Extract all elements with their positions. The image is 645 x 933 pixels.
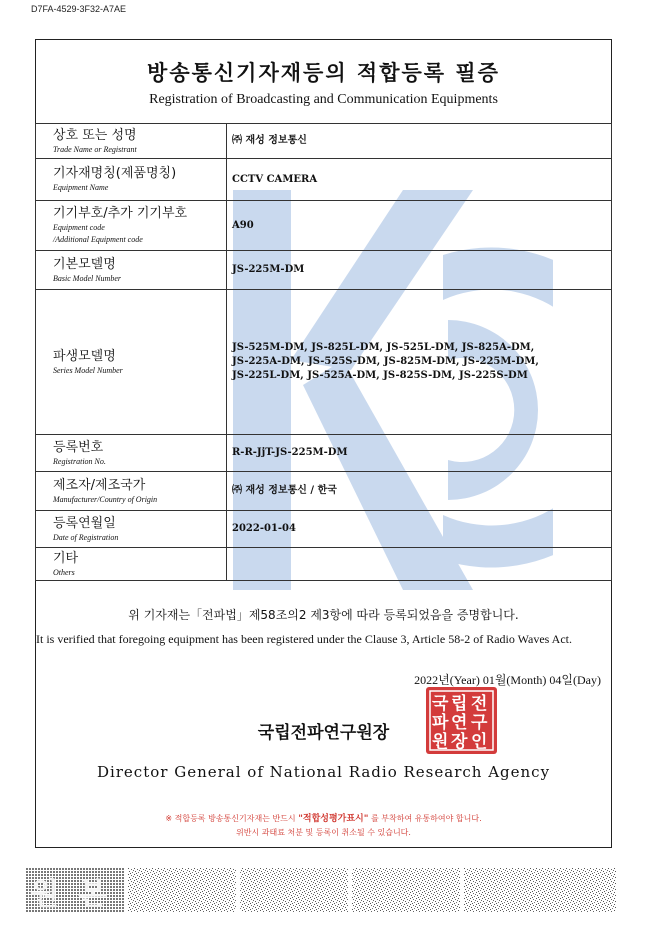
svg-text:파: 파 (432, 713, 449, 733)
date-month-en: (Month) (506, 673, 547, 687)
table-row (36, 290, 612, 435)
certificate-title: 방송통신기자재등의 적합등록 필증 (147, 61, 500, 85)
row-label-kr: 기기부호/추가 기기부호 (53, 206, 188, 221)
svg-text:원: 원 (432, 732, 449, 752)
row-label-en-2: /Additional Equipment code (53, 235, 143, 244)
date-day-en: (Day) (573, 673, 601, 687)
date-year-kr: 년 (438, 673, 450, 687)
document-id: D7FA-4529-3F32-A7AE (31, 4, 127, 14)
date-year-en: (Year) (449, 673, 480, 687)
date-day-kr: 일 (561, 673, 574, 687)
original-stamp-pattern (26, 868, 124, 912)
svg-text:국: 국 (432, 694, 449, 714)
equipment-name-value: CCTV CAMERA (227, 159, 612, 201)
row-label-kr: 등록연월일 (53, 515, 116, 531)
row-label-en: Basic Model Number (53, 273, 121, 283)
date-month-kr: 월 (494, 673, 507, 687)
director-title-kr: 국립전파연구원장 (257, 723, 390, 743)
svg-text:전: 전 (471, 694, 488, 714)
row-label-en: Others (53, 567, 75, 577)
certificate-subtitle: Registration of Broadcasting and Communication Equipments (149, 92, 498, 107)
registration-table (35, 123, 612, 581)
certificate-frame (35, 39, 612, 848)
trade-name-value: ㈜ 재성 정보통신 (227, 124, 612, 159)
row-label-kr: 상호 또는 성명 (53, 127, 137, 143)
notice-highlight: "적합성평가표시" (298, 814, 369, 824)
svg-text:본: 본 (78, 877, 107, 912)
date-day: 04 (549, 673, 562, 687)
table-row (36, 511, 612, 548)
row-label-en: Date of Registration (53, 532, 119, 542)
date-year: 2022 (414, 673, 439, 687)
svg-text:구: 구 (471, 713, 488, 733)
official-seal-icon (424, 685, 499, 756)
manufacturer-value: ㈜ 재성 정보통신 / 한국 (227, 472, 612, 511)
security-barcode-pattern (128, 868, 616, 912)
row-label-kr: 등록번호 (53, 439, 104, 455)
registration-date-value: 2022-01-04 (227, 511, 612, 548)
verification-statement-en: It is verified that foregoing equipment has been registered under the Clause 3, Article 58-2 of Radio Waves Act. (36, 632, 572, 646)
row-label-kr: 기타 (53, 550, 79, 566)
svg-text:립: 립 (451, 694, 468, 714)
row-label-en: Registration No. (53, 456, 106, 466)
table-row (36, 201, 612, 251)
row-label-kr: 제조자/제조국가 (53, 477, 146, 493)
verification-statement-kr: 위 기자재는「전파법」제58조의2 제3항에 따라 등록되었음을 증명합니다. (128, 608, 519, 622)
row-label-en: Equipment Name (53, 183, 109, 192)
notice-line-2: 위반시 과태료 처분 및 등록이 취소될 수 있습니다. (236, 828, 411, 837)
series-model-line: JS-225L-DM, JS-525A-DM, JS-825S-DM, JS-225S-DM (232, 370, 528, 381)
row-label-en: Series Model Number (53, 365, 123, 375)
notice-prefix: ※ 적합등록 방송통신기자재는 반드시 (165, 814, 296, 823)
director-title-en: Director General of National Radio Research Agency (96, 763, 551, 781)
row-label-en: Trade Name or Registrant (53, 144, 137, 154)
svg-text:원: 원 (30, 877, 59, 912)
date-month: 01 (482, 673, 495, 687)
row-label-kr: 기본모델명 (53, 256, 116, 272)
table-row (36, 472, 612, 511)
table-row (36, 435, 612, 472)
basic-model-value: JS-225M-DM (227, 251, 612, 290)
equipment-code-value: A90 (227, 201, 612, 251)
svg-text:연: 연 (451, 713, 468, 733)
svg-text:장: 장 (451, 732, 468, 752)
svg-text:인: 인 (471, 732, 488, 752)
row-label-en: Equipment code (53, 223, 105, 232)
series-model-line: JS-525M-DM, JS-825L-DM, JS-525L-DM, JS-825A-DM, (232, 342, 535, 353)
notice-suffix: 를 부착하여 유통하여야 합니다. (370, 814, 482, 823)
table-row (36, 124, 612, 159)
table-row (36, 548, 612, 581)
table-row (36, 159, 612, 201)
others-value (227, 548, 612, 581)
row-label-en: Manufacturer/Country of Origin (53, 494, 158, 504)
series-model-value (227, 290, 612, 435)
table-row (36, 251, 612, 290)
row-label-kr: 파생모델명 (53, 348, 116, 364)
notice-line-1 (36, 811, 611, 824)
row-label-kr: 기자재명칭(제품명칭) (53, 166, 177, 181)
registration-no-value: R-R-JjT-JS-225M-DM (227, 435, 612, 472)
series-model-line: JS-225A-DM, JS-525S-DM, JS-825M-DM, JS-225M-DM, (232, 356, 539, 367)
